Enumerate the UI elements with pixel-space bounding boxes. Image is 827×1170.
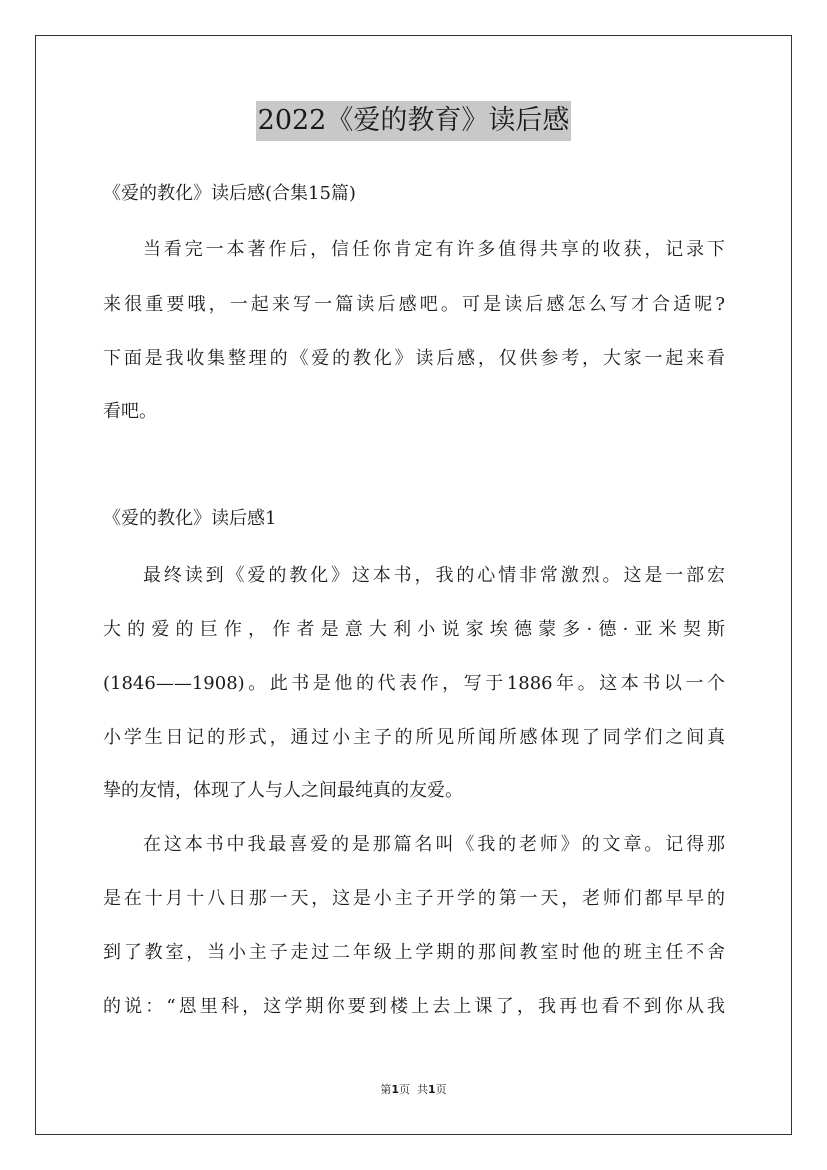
footer-suffix: 页 xyxy=(435,1083,447,1096)
para2-line-4: 的说：“恩里科，这学期你要到楼上去上课了，我再也看不到你从我 xyxy=(103,996,725,1017)
para1-line-2: 大的爱的巨作，作者是意大利小说家埃德蒙多·德·亚米契斯 xyxy=(103,619,725,640)
para2-line-3: 到了教室，当小主子走过二年级上学期的那间教室时他的班主任不舍 xyxy=(103,942,725,963)
para1-line-5: 挚的友情，体现了人与人之间最纯真的友爱。 xyxy=(103,780,463,801)
para2-line-2: 是在十月十八日那一天，这是小主子开学的第一天，老师们都早早的 xyxy=(103,888,725,909)
intro-line-4: 看吧。 xyxy=(103,401,157,422)
para1-line-1: 最终读到《爱的教化》这本书，我的心情非常激烈。这是一部宏 xyxy=(143,565,725,586)
section-heading: 《爱的教化》读后感1 xyxy=(103,508,277,529)
document-subtitle: 《爱的教化》读后感(合集15篇) xyxy=(103,183,356,204)
intro-line-3: 下面是我收集整理的《爱的教化》读后感，仅供参考，大家一起来看 xyxy=(103,348,725,369)
footer-prefix: 第 xyxy=(380,1083,392,1096)
intro-line-2: 来很重要哦，一起来写一篇读后感吧。可是读后感怎么写才合适呢? xyxy=(103,294,725,315)
document-title: 2022《爱的教育》读后感 xyxy=(256,101,572,141)
footer-page-current: 1 xyxy=(391,1083,399,1096)
footer-mid: 页 共 xyxy=(399,1083,428,1096)
para1-line-3: (1846——1908)。此书是他的代表作，写于1886年。这本书以一个 xyxy=(103,673,725,694)
intro-line-1: 当看完一本著作后，信任你肯定有许多值得共享的收获，记录下 xyxy=(143,239,725,260)
footer-page-total: 1 xyxy=(428,1083,436,1096)
title-container xyxy=(0,101,827,141)
page-footer xyxy=(0,1082,827,1098)
para2-line-1: 在这本书中我最喜爱的是那篇名叫《我的老师》的文章。记得那 xyxy=(143,834,725,855)
para1-line-4: 小学生日记的形式，通过小主子的所见所闻所感体现了同学们之间真 xyxy=(103,727,725,748)
